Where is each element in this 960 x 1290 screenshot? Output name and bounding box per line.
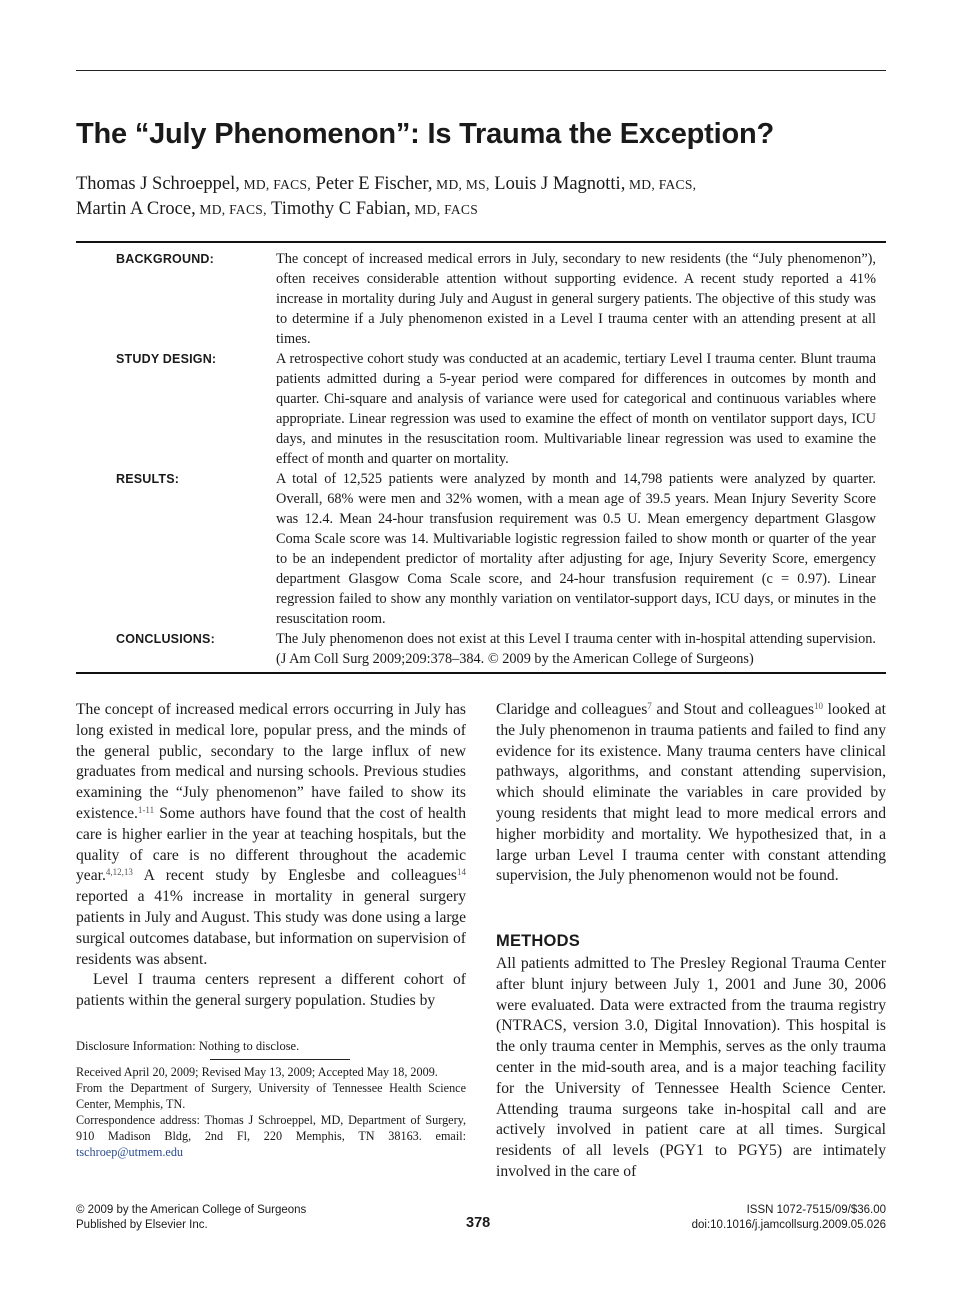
abstract-text: The July phenomenon does not exist at this Level I trauma center with in-hospital attending supervision. (J Am Coll Surg 2009;209:378–384. © 2009 by the American College of Surgeons) (276, 631, 876, 667)
author-name: Martin A Croce, (76, 199, 196, 219)
abstract-text: The concept of increased medical errors in July, secondary to new residents (the “July phenomenon”), often receives considerable attention without supporting evidence. A recent study reported a 41% increase in mortality during July and August in general surgery patients. The objective of this study was to determine if a July phenomenon existed in a Level I trauma center with an attending present at all times. (276, 251, 876, 347)
author-degrees: MD, FACS, (239, 177, 311, 192)
author-degrees: MD, FACS, (625, 177, 697, 192)
abstract-background (76, 249, 886, 349)
author-name: Peter E Fischer, (310, 174, 433, 194)
page-number: 378 (466, 1215, 491, 1231)
citation[interactable]: 1-11 (137, 804, 155, 815)
author-degrees: MD, FACS (410, 202, 479, 217)
affiliation: From the Department of Surgery, University of Tennessee Health Science Center, Memphis, TN. (76, 1081, 466, 1111)
body-paragraph (76, 700, 466, 970)
author-degrees: MD, MS, (432, 177, 490, 192)
body-text: Some authors have found that the cost of health care is higher earlier in the year at teaching hospitals, but the quality of care is no different throughout the academic year. (76, 804, 466, 885)
body-text: looked at the July phenomenon in trauma patients and failed to find any evidence for its existence. Many trauma centers have clinical pathways, algorithms, and constant attending supervision, which should eliminate the variables in care provided by young residents that might lead to more medical errors and higher morbidity and mortality. We hypothesized that, in a large urban Level I trauma center with constant attending supervision, the July phenomenon would not be found. (496, 701, 886, 885)
citation[interactable]: 10 (814, 701, 824, 711)
issn: ISSN 1072-7515/09/$36.00 (746, 1204, 886, 1216)
correspondence (76, 1112, 466, 1160)
publisher: Published by Elsevier Inc. (76, 1219, 208, 1231)
footnotes (76, 1064, 466, 1160)
received-dates: Received April 20, 2009; Revised May 13, 2009; Accepted May 18, 2009. (76, 1065, 438, 1079)
body-text: The concept of increased medical errors occurring in July has long existed in medical lore, popular press, and the minds of the general public, secondary to the large influx of new graduates from medical and nursing schools. Previous studies examining the “July phenomenon” have failed to show its existence. (76, 701, 466, 822)
footer-left (76, 1203, 306, 1233)
citation[interactable]: 7 (647, 701, 652, 711)
abstract (76, 241, 886, 674)
copyright: © 2009 by the American College of Surgeons (76, 1204, 307, 1216)
abstract-label: CONCLUSIONS: (116, 632, 215, 646)
body-text: Claridge and colleagues (496, 701, 648, 718)
email-link[interactable]: tschroep@utmem.edu (76, 1145, 184, 1159)
doi[interactable]: doi:10.1016/j.jamcollsurg.2009.05.026 (691, 1219, 886, 1231)
citation[interactable]: 4,12,13 (105, 867, 133, 878)
abstract-label: BACKGROUND: (116, 252, 215, 266)
author-name: Thomas J Schroeppel, (76, 174, 240, 194)
author-name: Timothy C Fabian, (266, 199, 411, 219)
body-text: A recent study by Englesbe and colleagues (132, 867, 457, 885)
footer-right (692, 1203, 886, 1233)
body-column-right (496, 700, 886, 1183)
abstract-study-design (76, 349, 886, 469)
body-paragraph (496, 700, 886, 887)
body-text: and Stout and colleagues (651, 701, 815, 718)
abstract-label: STUDY DESIGN: (116, 352, 217, 366)
abstract-text: A retrospective cohort study was conducted at an academic, tertiary Level I trauma center. Blunt trauma patients admitted during a 5-year period were compared for differences in outcomes by month and quarter. Chi-square and analysis of variance were used for categorical and continuous variables where appropriate. Linear regression was used to examine the effect of month on ventilator support days, ICU days, and minutes in the resuscitation room. Multivariable linear regression was used to examine the effect of month and quarter on mortality. (276, 351, 876, 467)
author-list (76, 172, 886, 222)
body-text: reported a 41% increase in mortality in general surgery patients in July and August. This study was done using a large surgical outcomes database, but information on supervision of residents was absent. (76, 888, 466, 968)
abstract-label: RESULTS: (116, 472, 180, 486)
body-paragraph: All patients admitted to The Presley Regional Trauma Center after blunt injury between July 1, 2001 and June 30, 2006 were evaluated. Data were extracted from the trauma registry (NTRACS, version 3.0, Digital Innovation). This hospital is the only trauma center in Memphis, serves as the only trauma center in the mid-south area, and is a major teaching facility for the University of Tennessee Health Science Center. Attending trauma surgeons take in-hospital call and are actively involved in patient care at all times. Surgical residents of all levels (PGY1 to PGY5) are intimately involved in the care of (496, 954, 886, 1180)
body-column-left (76, 700, 466, 1012)
abstract-conclusions (76, 629, 886, 669)
abstract-text: A total of 12,525 patients were analyzed by month and 14,798 patients were analyzed by quarter. Overall, 68% were men and 32% women, with a mean age of 39.5 years. Mean Injury Severity Score was 12.4. Mean 24-hour transfusion requirement was 0.5 U. Mean emergency department Glasgow Coma Scale score was 14. Multivariable logistic regression failed to show month or quarter of the year to be an independent predictor of mortality after adjusting for age, Injury Severity Score, emergency department Glasgow Coma Scale score, and 24-hour transfusion requirement (c = 0.97). Linear regression failed to show any monthly variation on ventilator-support days, ICU days, or minutes in the resuscitation room. (276, 471, 876, 627)
author-degrees: MD, FACS, (195, 202, 267, 217)
article-title: The “July Phenomenon”: Is Trauma the Exception? (76, 118, 774, 150)
author-name: Louis J Magnotti, (489, 174, 626, 194)
abstract-results (76, 469, 886, 629)
section-heading-methods: METHODS (496, 932, 580, 951)
body-paragraph: Level I trauma centers represent a different cohort of patients within the general surgery population. Studies by (76, 971, 466, 1010)
footnote-rule (210, 1059, 350, 1060)
correspondence-text: Correspondence address: Thomas J Schroeppel, MD, Department of Surgery, 910 Madison Bldg, 2nd Fl, 220 Memphis, TN 38163. email: (76, 1113, 466, 1143)
top-rule (76, 70, 886, 71)
disclosure-note: Disclosure Information: Nothing to disclose. (76, 1039, 300, 1053)
citation[interactable]: 14 (457, 867, 466, 878)
